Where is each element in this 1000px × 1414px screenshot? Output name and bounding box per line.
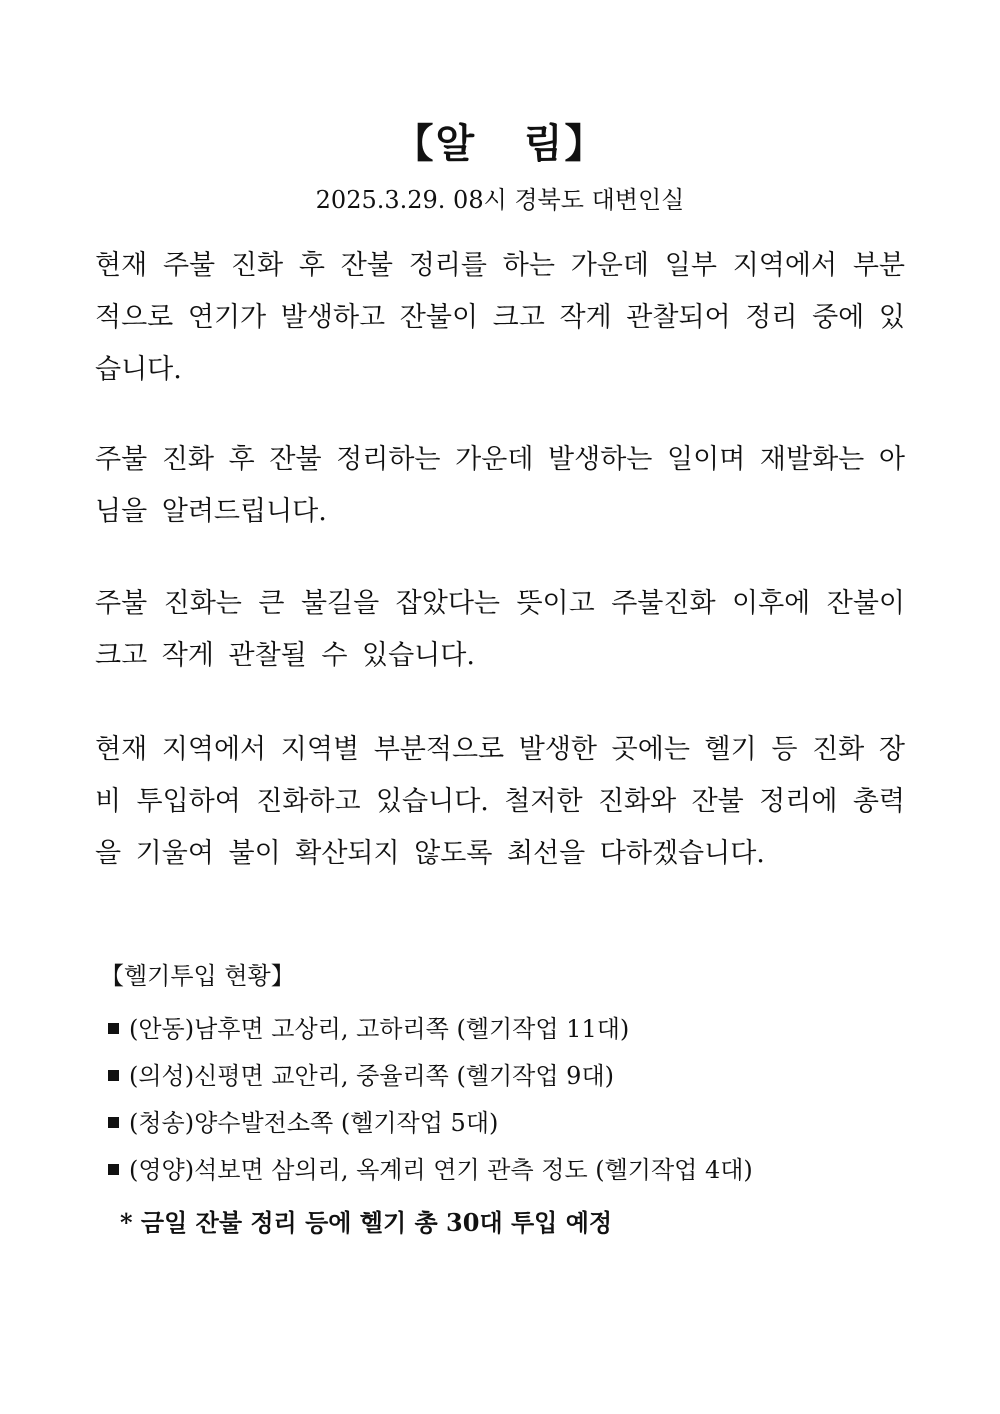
notice-date-source: 2025.3.29. 08시 경북도 대변인실	[315, 186, 685, 214]
list-item	[108, 1100, 753, 1147]
list-item	[108, 1053, 753, 1100]
square-bullet-icon	[108, 1070, 119, 1081]
helicopter-section-heading: 【헬기투입 현황】	[100, 962, 295, 990]
square-bullet-icon	[108, 1023, 119, 1034]
list-item-text: (영양)석보면 삼의리, 옥계리 연기 관측 정도 (헬기작업 4대)	[129, 1156, 753, 1184]
list-item	[108, 1147, 753, 1194]
paragraph-current-status: 현재 주불 진화 후 잔불 정리를 하는 가운데 일부 지역에서 부분적으로 연기가 발생하고 잔불이 크고 작게 관찰되어 정리 중에 있습니다.	[95, 250, 905, 385]
paragraph-not-reignition: 주불 진화 후 잔불 정리하는 가운데 발생하는 일이며 재발화는 아님을 알려드립니다.	[95, 444, 905, 527]
helicopter-deployment-list	[108, 1006, 753, 1194]
helicopter-total-note: * 금일 잔불 정리 등에 헬기 총 30대 투입 예정	[120, 1208, 613, 1237]
square-bullet-icon	[108, 1117, 119, 1128]
paragraph-main-fire-meaning: 주불 진화는 큰 불길을 잡았다는 뜻이고 주불진화 이후에 잔불이 크고 작게 관찰될 수 있습니다.	[95, 588, 905, 671]
list-item-text: (안동)남후면 고상리, 고하리쪽 (헬기작업 11대)	[129, 1015, 630, 1043]
list-item	[108, 1006, 753, 1053]
notice-title: 【알 림】	[393, 120, 607, 167]
list-item-text: (청송)양수발전소쪽 (헬기작업 5대)	[129, 1109, 499, 1137]
square-bullet-icon	[108, 1164, 119, 1175]
list-item-text: (의성)신평면 교안리, 중율리쪽 (헬기작업 9대)	[129, 1062, 614, 1090]
paragraph-equipment-deployment: 현재 지역에서 지역별 부분적으로 발생한 곳에는 헬기 등 진화 장비 투입하여 진화하고 있습니다. 철저한 진화와 잔불 정리에 총력을 기울여 불이 확산되지 않도록 최선을 다하겠습니다.	[95, 734, 905, 869]
